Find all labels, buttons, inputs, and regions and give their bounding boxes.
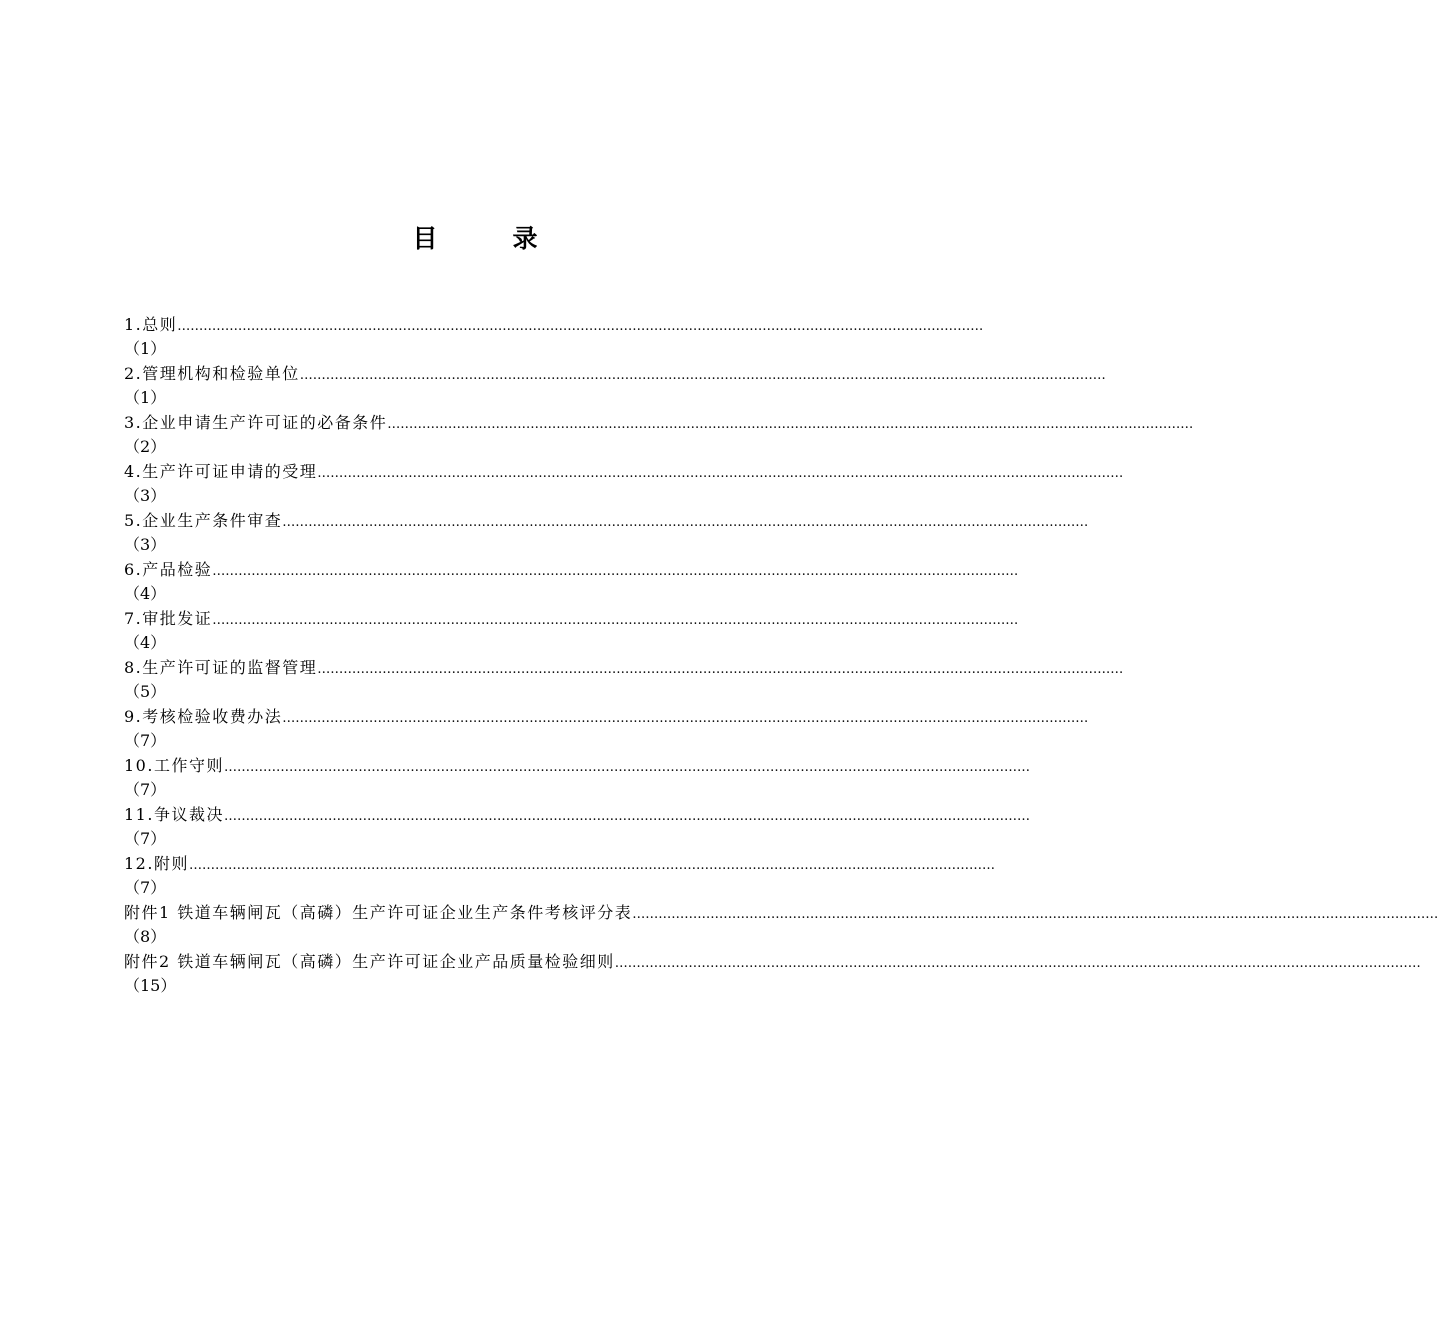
toc-entry[interactable] xyxy=(124,410,1194,459)
toc-entry-page: （3） xyxy=(124,486,167,505)
toc-entry-label: 12.附则 xyxy=(124,854,189,873)
toc-leader-dots: …………………………………………………………………………………………………………………………………………………………………… xyxy=(387,417,1194,432)
toc-entry-page: （7） xyxy=(124,829,167,848)
toc-entry-label: 11.争议裁决 xyxy=(124,805,224,824)
toc-entry[interactable] xyxy=(124,655,1124,704)
toc-leader-dots: …………………………………………………………………………………………………………………………………………………………………… xyxy=(212,613,1019,628)
toc-leader-dots: …………………………………………………………………………………………………………………………………………………………………… xyxy=(282,711,1089,726)
toc-entry-label: 10.工作守则 xyxy=(124,756,224,775)
toc-entry-label: 附件1 铁道车辆闸瓦（高磷）生产许可证企业生产条件考核评分表 xyxy=(124,903,633,922)
toc-entry[interactable] xyxy=(124,704,1089,753)
toc-leader-dots: …………………………………………………………………………………………………………………………………………………………………… xyxy=(632,907,1438,922)
toc-entry-page: （5） xyxy=(124,682,167,701)
toc-entry-label: 6.产品检验 xyxy=(124,560,213,579)
toc-entry-label: 8.生产许可证的监督管理 xyxy=(124,658,318,677)
toc-entry[interactable] xyxy=(124,851,995,900)
toc-entry[interactable] xyxy=(124,753,1030,802)
toc-entry[interactable] xyxy=(124,900,1438,949)
toc-leader-dots: …………………………………………………………………………………………………………………………………………………………………… xyxy=(188,858,995,873)
toc-entry-label: 5.企业生产条件审查 xyxy=(124,511,283,530)
toc-entry-page: （3） xyxy=(124,535,167,554)
toc-entry-page: （15） xyxy=(124,976,177,995)
toc-leader-dots: …………………………………………………………………………………………………………………………………………………………………… xyxy=(317,662,1124,677)
toc-entry-page: （7） xyxy=(124,878,167,897)
toc-entry[interactable] xyxy=(124,459,1124,508)
toc-entry[interactable] xyxy=(124,361,1106,410)
toc-entry-label: 3.企业申请生产许可证的必备条件 xyxy=(124,413,388,432)
toc-leader-dots: …………………………………………………………………………………………………………………………………………………………………… xyxy=(614,956,1421,971)
toc-entry-label: 附件2 铁道车辆闸瓦（高磷）生产许可证企业产品质量检验细则 xyxy=(124,952,615,971)
toc-entry-page: （1） xyxy=(124,388,167,407)
table-of-contents xyxy=(124,312,1438,998)
toc-entry[interactable] xyxy=(124,508,1089,557)
toc-entry-page: （2） xyxy=(124,437,167,456)
toc-leader-dots: …………………………………………………………………………………………………………………………………………………………………… xyxy=(177,319,984,334)
toc-entry[interactable] xyxy=(124,312,984,361)
toc-entry-page: （4） xyxy=(124,584,167,603)
toc-entry-page: （4） xyxy=(124,633,167,652)
toc-entry[interactable] xyxy=(124,557,1019,606)
toc-entry-label: 4.生产许可证申请的受理 xyxy=(124,462,318,481)
toc-entry[interactable] xyxy=(124,606,1019,655)
toc-leader-dots: …………………………………………………………………………………………………………………………………………………………………… xyxy=(223,809,1030,824)
toc-entry-label: 1.总则 xyxy=(124,315,178,334)
toc-leader-dots: …………………………………………………………………………………………………………………………………………………………………… xyxy=(212,564,1019,579)
toc-leader-dots: …………………………………………………………………………………………………………………………………………………………………… xyxy=(317,466,1124,481)
toc-entry-page: （7） xyxy=(124,731,167,750)
toc-title xyxy=(0,222,950,256)
toc-entry-page: （8） xyxy=(124,927,167,946)
toc-entry[interactable] xyxy=(124,949,1421,998)
toc-leader-dots: …………………………………………………………………………………………………………………………………………………………………… xyxy=(223,760,1030,775)
toc-entry[interactable] xyxy=(124,802,1030,851)
title-char-1: 目 xyxy=(412,224,438,253)
toc-entry-label: 2.管理机构和检验单位 xyxy=(124,364,300,383)
toc-entry-label: 9.考核检验收费办法 xyxy=(124,707,283,726)
toc-entry-page: （1） xyxy=(124,339,167,358)
toc-entry-label: 7.审批发证 xyxy=(124,609,213,628)
toc-leader-dots: …………………………………………………………………………………………………………………………………………………………………… xyxy=(299,368,1106,383)
toc-entry-page: （7） xyxy=(124,780,167,799)
toc-leader-dots: …………………………………………………………………………………………………………………………………………………………………… xyxy=(282,515,1089,530)
title-char-2: 录 xyxy=(512,224,538,253)
